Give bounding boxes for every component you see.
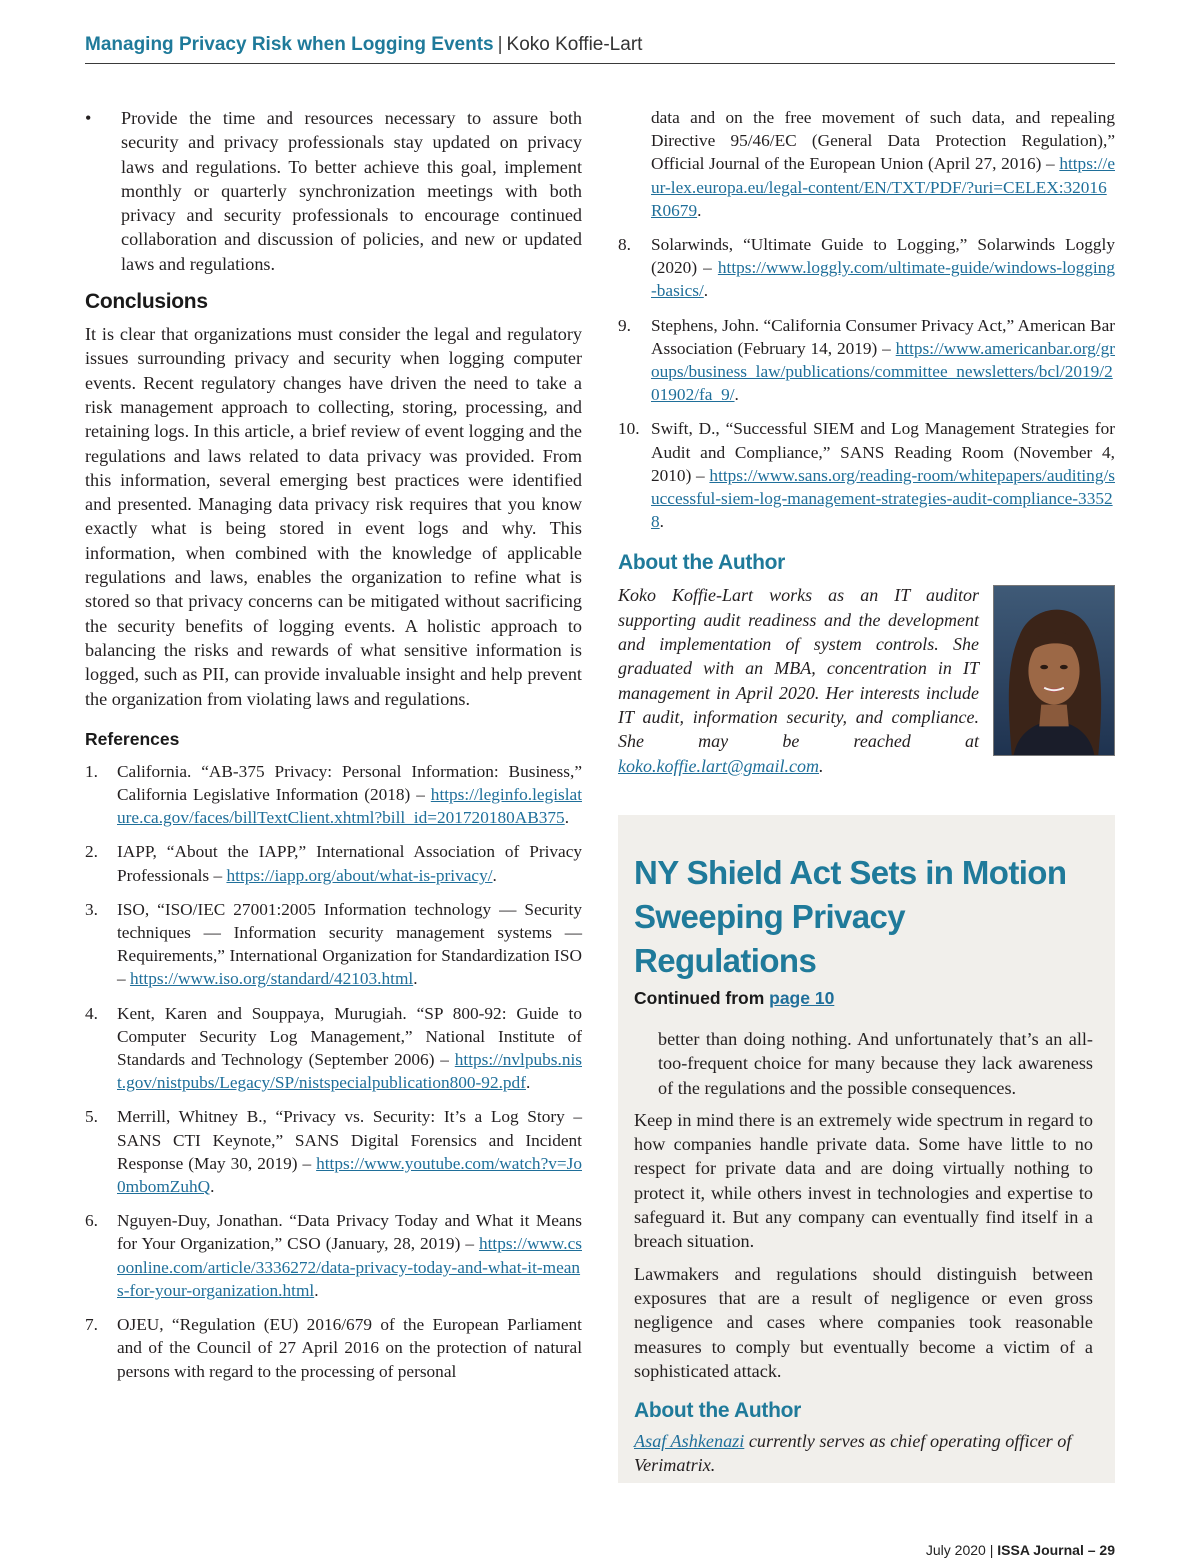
reference-number: 8.	[618, 235, 631, 255]
reference-text: Nguyen-Duy, Jonathan. “Data Privacy Today and What it Means for Your Organization,” CSO (January, 28, 2019) –	[117, 1211, 582, 1254]
reference-item-7-continued: data and on the free movement of such data, and repealing Directive 95/46/EC (General Data Protection Regulation),” Official Journal of the European Union (April 27, 2016) – https://eur-lex.europa.eu/legal-content/EN/TXT/PDF/?uri=CELEX:32016R0679.	[651, 108, 1115, 220]
reference-number: 10.	[618, 419, 640, 439]
reference-item-4: 4. Kent, Karen and Souppaya, Murugiah. “SP 800-92: Guide to Computer Security Log Management,” National Institute of Standards and Technology (September 2006) – https://nvlpubs.nist.gov/nistpubs/Legacy/SP/nistspecialpublication800-92.pdf.	[85, 1003, 582, 1093]
sidebar-title: NY Shield Act Sets in Motion Sweeping Privacy Regulations	[634, 854, 1067, 979]
sidebar-box	[618, 815, 1115, 1483]
reference-item-5: 5. Merrill, Whitney B., “Privacy vs. Security: It’s a Log Story – SANS CTI Keynote,” SANS Digital Forensics and Incident Response (May 30, 2019) – https://www.youtube.com/watch?v=Jo0mbomZuhQ.	[85, 1107, 582, 1197]
reference-number: 1.	[85, 761, 98, 781]
sidebar-about-heading: About the Author	[634, 1399, 802, 1423]
conclusions-paragraph: It is clear that organizations must consider the legal and regulatory issues surrounding privacy and security when logging computer events. Recent regulatory changes have driven the need to take a risk management approach to collecting, storing, processing, and retaining logs. In this article, a brief review of event logging and the regulations and laws related to data privacy was provided. From this information, several emerging best practices were identified and presented. Managing data privacy risk requires that you know exactly what is being stored in event logs and why. This information, when combined with the knowledge of applicable regulations and laws, enables the organization to refine what is stored so that privacy concerns can be mitigated without sacrificing the security benefits of logging events. A holistic approach to balancing the risks and rewards of what sensitive information is logged, such as PII, can provide invaluable insight and help prevent the organization from violating laws and regulations.	[85, 324, 582, 709]
sidebar-about-text: Asaf Ashkenazi currently serves as chief operating officer of Verimatrix.	[634, 1431, 1072, 1476]
reference-item-8: 8. Solarwinds, “Ultimate Guide to Logging,” Solarwinds Loggly (2020) – https://www.loggly.com/ultimate-guide/windows-logging-basics/.	[618, 235, 1115, 301]
footer-journal-page: ISSA Journal – 29	[997, 1542, 1115, 1558]
about-author-heading: About the Author	[618, 551, 786, 575]
reference-number: 2.	[85, 842, 98, 862]
right-column	[618, 106, 1115, 778]
reference-item-2: 2. IAPP, “About the IAPP,” International Association of Privacy Professionals – https://iapp.org/about/what-is-privacy/.	[85, 842, 582, 885]
conclusions-heading: Conclusions	[85, 290, 208, 314]
reference-number: 7.	[85, 1315, 98, 1335]
reference-link[interactable]: https://www.csoonline.com/article/3336272/data-privacy-today-and-what-it-means-for-your-organization.html	[117, 1234, 582, 1300]
reference-text: Merrill, Whitney B., “Privacy vs. Security: It’s a Log Story – SANS CTI Keynote,” SANS Digital Forensics and Incident Response (May 30, 2019) –	[117, 1107, 582, 1173]
reference-number: 3.	[85, 899, 98, 919]
reference-link[interactable]: https://eur-lex.europa.eu/legal-content/EN/TXT/PDF/?uri=CELEX:32016R0679	[651, 154, 1115, 220]
header-separator: |	[497, 34, 503, 55]
reference-number: 5.	[85, 1107, 98, 1127]
bullet-text: Provide the time and resources necessary to assure both security and privacy professionals stay updated on privacy laws and regulations. To better achieve this goal, implement monthly or quarterly synchronization meetings with both privacy and security professionals to encourage continued collaboration and discussion of policies, and new or updated laws and regulations.	[121, 108, 582, 274]
reference-number: 6.	[85, 1211, 98, 1231]
sidebar-author-link[interactable]: Asaf Ashkenazi	[634, 1431, 745, 1452]
about-author-text: Koko Koffie-Lart works as an IT auditor supporting audit readiness and the development and implementation of system controls. She graduated with an MBA, concentration in IT management in April 2020. Her interests include IT audit, information security, and compliance. She may be reached at koko.koffie.lart@gmail.com.	[618, 585, 979, 776]
reference-item-7	[85, 1313, 582, 1383]
reference-item-3: 3. ISO, “ISO/IEC 27001:2005 Information technology — Security techniques — Information security management systems — Requirements,” International Organization for Standardization ISO – https://www.iso.org/standard/42103.html.	[85, 899, 582, 989]
reference-link[interactable]: https://www.iso.org/standard/42103.html	[129, 969, 414, 989]
reference-text: Solarwinds, “Ultimate Guide to Logging,” Solarwinds Loggly (2020) –	[651, 235, 1115, 278]
sidebar-continued-text: better than doing nothing. And unfortunately that’s an all-too-frequent choice for many because they lack awareness of the regulations and the possible consequences.	[658, 1029, 1093, 1098]
reference-link[interactable]: https://iapp.org/about/what-is-privacy/	[226, 865, 493, 885]
reference-link[interactable]: https://www.youtube.com/watch?v=Jo0mbomZuhQ	[117, 1153, 582, 1197]
reference-link[interactable]: https://www.americanbar.org/groups/business_law/publications/committee_newsletters/bcl/2019/201902/fa_9/	[651, 338, 1115, 405]
bullet-dot-icon: •	[85, 108, 92, 128]
about-author-section	[618, 583, 1115, 777]
reference-text: California. “AB-375 Privacy: Personal Information: Business,” California Legislative Information (2018) –	[117, 761, 582, 805]
author-email-link[interactable]: koko.koffie.lart@gmail.com	[618, 755, 820, 776]
page-footer	[926, 1542, 1115, 1558]
author-photo	[993, 585, 1115, 756]
continued-from: Continued from page 10	[634, 988, 835, 1008]
reference-link[interactable]: https://www.loggly.com/ultimate-guide/windows-logging-basics/	[651, 258, 1115, 301]
reference-link[interactable]: https://www.sans.org/reading-room/whitepapers/auditing/successful-siem-log-management-strategies-audit-compliance-33528	[651, 465, 1115, 532]
running-header	[85, 33, 1115, 64]
reference-text: data and on the free movement of such data, and repealing Directive 95/46/EC (General Data Protection Regulation),” Official Journal of the European Union (April 27, 2016) –	[651, 108, 1115, 174]
sidebar-paragraph-2: Lawmakers and regulations should distinguish between exposures that are a result of negligence or even gross negligence and cases where companies took reasonable measures to comply but eventually become a victim of a sophisticated attack.	[634, 1263, 1093, 1381]
bullet-item	[85, 106, 582, 276]
references-heading: References	[85, 728, 180, 749]
left-column	[85, 106, 582, 1383]
continued-page-link[interactable]: page 10	[769, 988, 835, 1008]
reference-number: 4.	[85, 1003, 98, 1023]
sidebar-paragraph-1: Keep in mind there is an extremely wide spectrum in regard to how companies handle private data. Some have little to no respect for private data and are doing virtually nothing to protect it, while others invest in technologies and expertise to safeguard it. But any company can eventually find itself in a breach situation.	[634, 1109, 1093, 1252]
reference-number: 9.	[618, 315, 631, 335]
reference-item-10: 10. Swift, D., “Successful SIEM and Log Management Strategies for Audit and Compliance,” SANS Reading Room (November 4, 2010) – https://www.sans.org/reading-room/whitepapers/auditing/successful-siem-log-management-strategies-audit-compliance-33528.	[618, 419, 1115, 532]
header-article-title: Managing Privacy Risk when Logging Events	[85, 34, 494, 55]
reference-text: OJEU, “Regulation (EU) 2016/679 of the European Parliament and of the Council of 27 April 2016 on the protection of natural persons with regard to the processing of personal	[117, 1315, 582, 1381]
header-author: Koko Koffie-Lart	[506, 34, 643, 55]
reference-text: Kent, Karen and Souppaya, Murugiah. “SP 800-92: Guide to Computer Security Log Management,” National Institute of Standards and Technology (September 2006) –	[117, 1003, 582, 1070]
reference-item-6: 6. Nguyen-Duy, Jonathan. “Data Privacy Today and What it Means for Your Organization,” CSO (January, 28, 2019) – https://www.csoonline.com/article/3336272/data-privacy-today-and-what-it-means-for-your-organization.html.	[85, 1211, 582, 1300]
reference-text: ISO, “ISO/IEC 27001:2005 Information technology — Security techniques — Information security management systems — Requirements,” International Organization for Standardization ISO –	[117, 899, 582, 989]
reference-link[interactable]: https://leginfo.legislature.ca.gov/faces/billTextClient.xhtml?bill_id=201720180AB375	[117, 785, 582, 828]
footer-date: July 2020 |	[925, 1542, 998, 1558]
reference-text: Swift, D., “Successful SIEM and Log Management Strategies for Audit and Compliance,” SANS Reading Room (November 4, 2010) –	[651, 419, 1115, 485]
reference-item-1: 1. California. “AB-375 Privacy: Personal Information: Business,” California Legislative Information (2018) – https://leginfo.legislature.ca.gov/faces/billTextClient.xhtml?bill_id=201720180AB375.	[85, 761, 582, 828]
reference-item-9: 9. Stephens, John. “California Consumer Privacy Act,” American Bar Association (February 14, 2019) – https://www.americanbar.org/groups/business_law/publications/committee_newsletters/bcl/2019/201902/fa_9/.	[618, 315, 1115, 405]
reference-link[interactable]: https://nvlpubs.nist.gov/nistpubs/Legacy/SP/nistspecialpublication800-92.pdf	[117, 1050, 582, 1093]
reference-text: Stephens, John. “California Consumer Privacy Act,” American Bar Association (February 14, 2019) –	[651, 315, 1115, 358]
reference-text: IAPP, “About the IAPP,” International Association of Privacy Professionals –	[117, 842, 582, 885]
